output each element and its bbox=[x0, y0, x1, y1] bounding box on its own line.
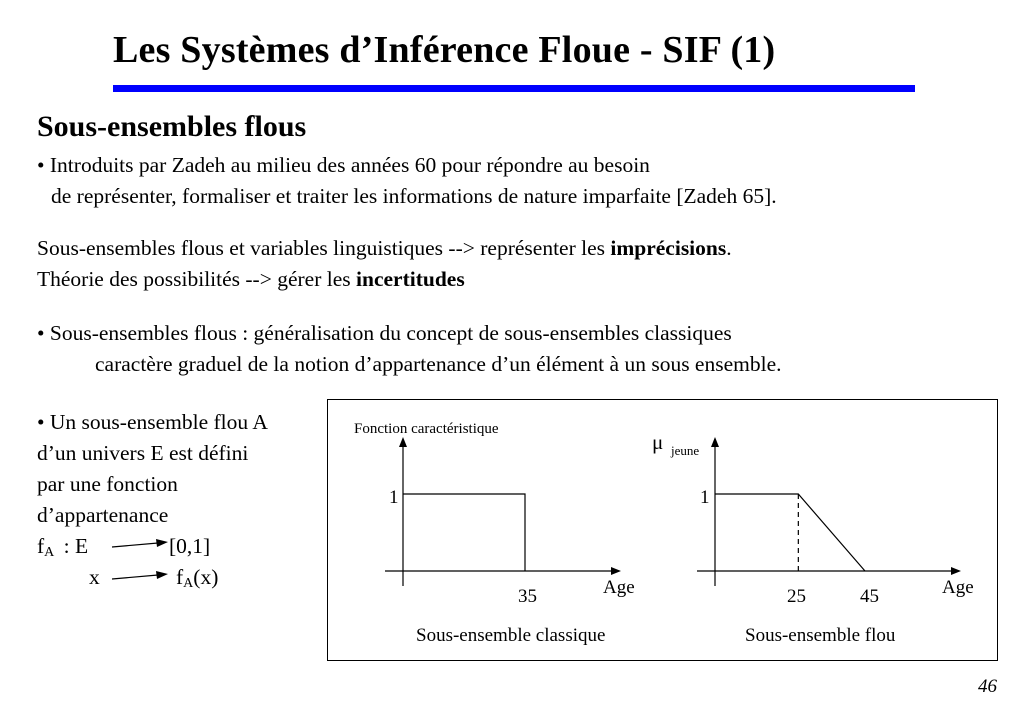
generalisation-line-2: caractère graduel de la notion d’appartenance d’un élément à un sous ensemble. bbox=[95, 352, 782, 376]
page-number: 46 bbox=[978, 676, 997, 697]
definition-line-1: • Un sous-ensemble flou A bbox=[37, 410, 268, 434]
left-y-tick-1: 1 bbox=[389, 487, 399, 508]
concepts-paragraph bbox=[37, 233, 732, 295]
mapping-image-subscript: A bbox=[183, 576, 194, 591]
mapping-line-2 bbox=[37, 562, 268, 593]
definition-line-3: par une fonction bbox=[37, 472, 178, 496]
right-x-tick-45: 45 bbox=[860, 586, 879, 607]
concepts-line-2-text: Théorie des possibilités --> gérer les bbox=[37, 267, 357, 291]
mapping-domain: : E bbox=[58, 534, 89, 558]
generalisation-line-1: • Sous-ensembles flous : généralisation du concept de sous-ensembles classiques bbox=[37, 321, 732, 345]
mapping-f-subscript: A bbox=[44, 545, 55, 560]
left-membership-curve bbox=[403, 494, 525, 571]
section-heading: Sous-ensembles flous bbox=[37, 110, 307, 143]
mapping-f: f bbox=[37, 534, 45, 558]
title-underline bbox=[113, 85, 915, 92]
right-y-tick-1: 1 bbox=[700, 487, 710, 508]
arrow-icon bbox=[110, 539, 170, 553]
mapping-image bbox=[176, 562, 218, 599]
mapping-image-f: f bbox=[176, 565, 184, 589]
right-membership-curve bbox=[715, 494, 865, 571]
mu-subscript: jeune bbox=[671, 443, 700, 458]
intro-line-1: • Introduits par Zadeh au milieu des années 60 pour répondre au besoin bbox=[37, 153, 650, 177]
intro-line-2: de représenter, formaliser et traiter les informations de nature imparfaite [Zadeh 65]. bbox=[51, 184, 777, 208]
left-y-axis-label: Fonction caractéristique bbox=[354, 421, 499, 437]
definition-line-4: d’appartenance bbox=[37, 503, 169, 527]
concepts-line-1-end: . bbox=[726, 236, 732, 260]
right-x-tick-25: 25 bbox=[787, 586, 806, 607]
concepts-line-1-text: Sous-ensembles flous et variables linguistiques --> représenter les bbox=[37, 236, 611, 260]
mapping-image-arg: (x) bbox=[193, 565, 219, 589]
mapping-x: x bbox=[89, 565, 100, 589]
left-caption: Sous-ensemble classique bbox=[416, 625, 606, 646]
membership-diagram bbox=[327, 399, 998, 661]
definition-paragraph bbox=[37, 407, 268, 593]
slide-title: Les Systèmes d’Inférence Floue - SIF (1) bbox=[113, 29, 776, 71]
right-caption: Sous-ensemble flou bbox=[745, 625, 896, 646]
left-x-axis-label: Age bbox=[603, 577, 635, 598]
imprecisions-term: imprécisions bbox=[610, 236, 727, 260]
arrow-icon bbox=[110, 571, 170, 585]
mu-symbol: μ bbox=[652, 430, 664, 454]
mapping-codomain: [0,1] bbox=[169, 534, 211, 558]
mapping-line-1 bbox=[37, 531, 268, 562]
generalisation-paragraph bbox=[37, 318, 782, 380]
definition-line-2: d’un univers E est défini bbox=[37, 441, 249, 465]
right-x-axis-label: Age bbox=[942, 577, 974, 598]
intro-paragraph bbox=[37, 150, 777, 212]
concepts-line-1 bbox=[37, 233, 732, 264]
left-x-tick-35: 35 bbox=[518, 586, 537, 607]
incertitudes-term: incertitudes bbox=[356, 267, 465, 291]
concepts-line-2 bbox=[37, 264, 732, 295]
